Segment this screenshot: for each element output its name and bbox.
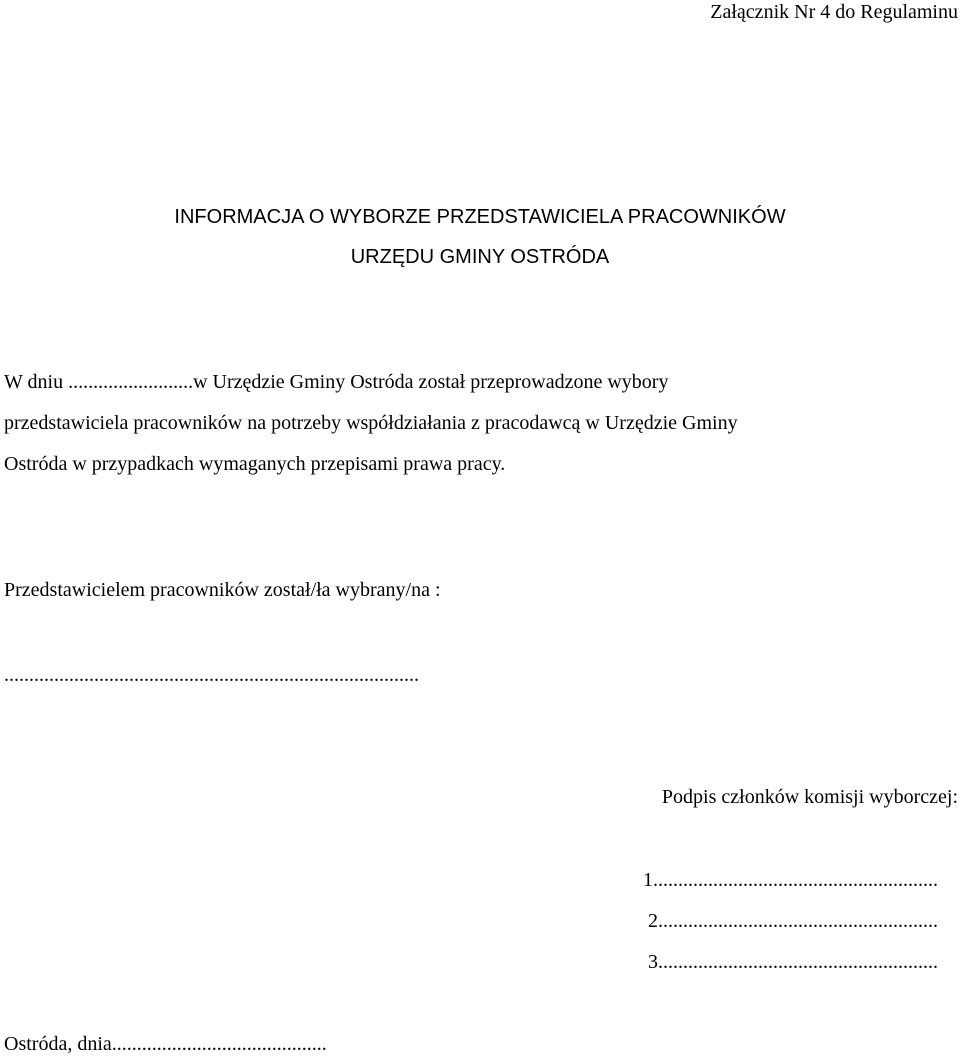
- place-date: Ostróda, dnia...........................................: [4, 1033, 327, 1055]
- signature-line-3: 3........................................................: [648, 951, 938, 973]
- signatures-title: Podpis członków komisji wyborczej:: [661, 786, 958, 808]
- paragraph-line-2: przedstawiciela pracowników na potrzeby współdziałania z pracodawcą w Urzędzie Gminy: [4, 412, 738, 434]
- document-title-line1: INFORMACJA O WYBORZE PRZEDSTAWICIELA PRACOWNIKÓW: [174, 206, 786, 228]
- paragraph-line-1: W dniu .........................w Urzędzie Gminy Ostróda został przeprowadzone wybory: [4, 371, 669, 393]
- document-title-line2: URZĘDU GMINY OSTRÓDA: [350, 246, 610, 268]
- representative-label: Przedstawicielem pracowników został/ła wybrany/na :: [4, 579, 441, 601]
- signature-line-2: 2........................................................: [648, 910, 938, 932]
- representative-blank: ...................................................................................: [4, 664, 419, 686]
- paragraph-line-3: Ostróda w przypadkach wymaganych przepisami prawa pracy.: [4, 453, 506, 475]
- annex-label: Załącznik Nr 4 do Regulaminu: [710, 1, 958, 23]
- signature-line-1: 1.........................................................: [643, 869, 938, 891]
